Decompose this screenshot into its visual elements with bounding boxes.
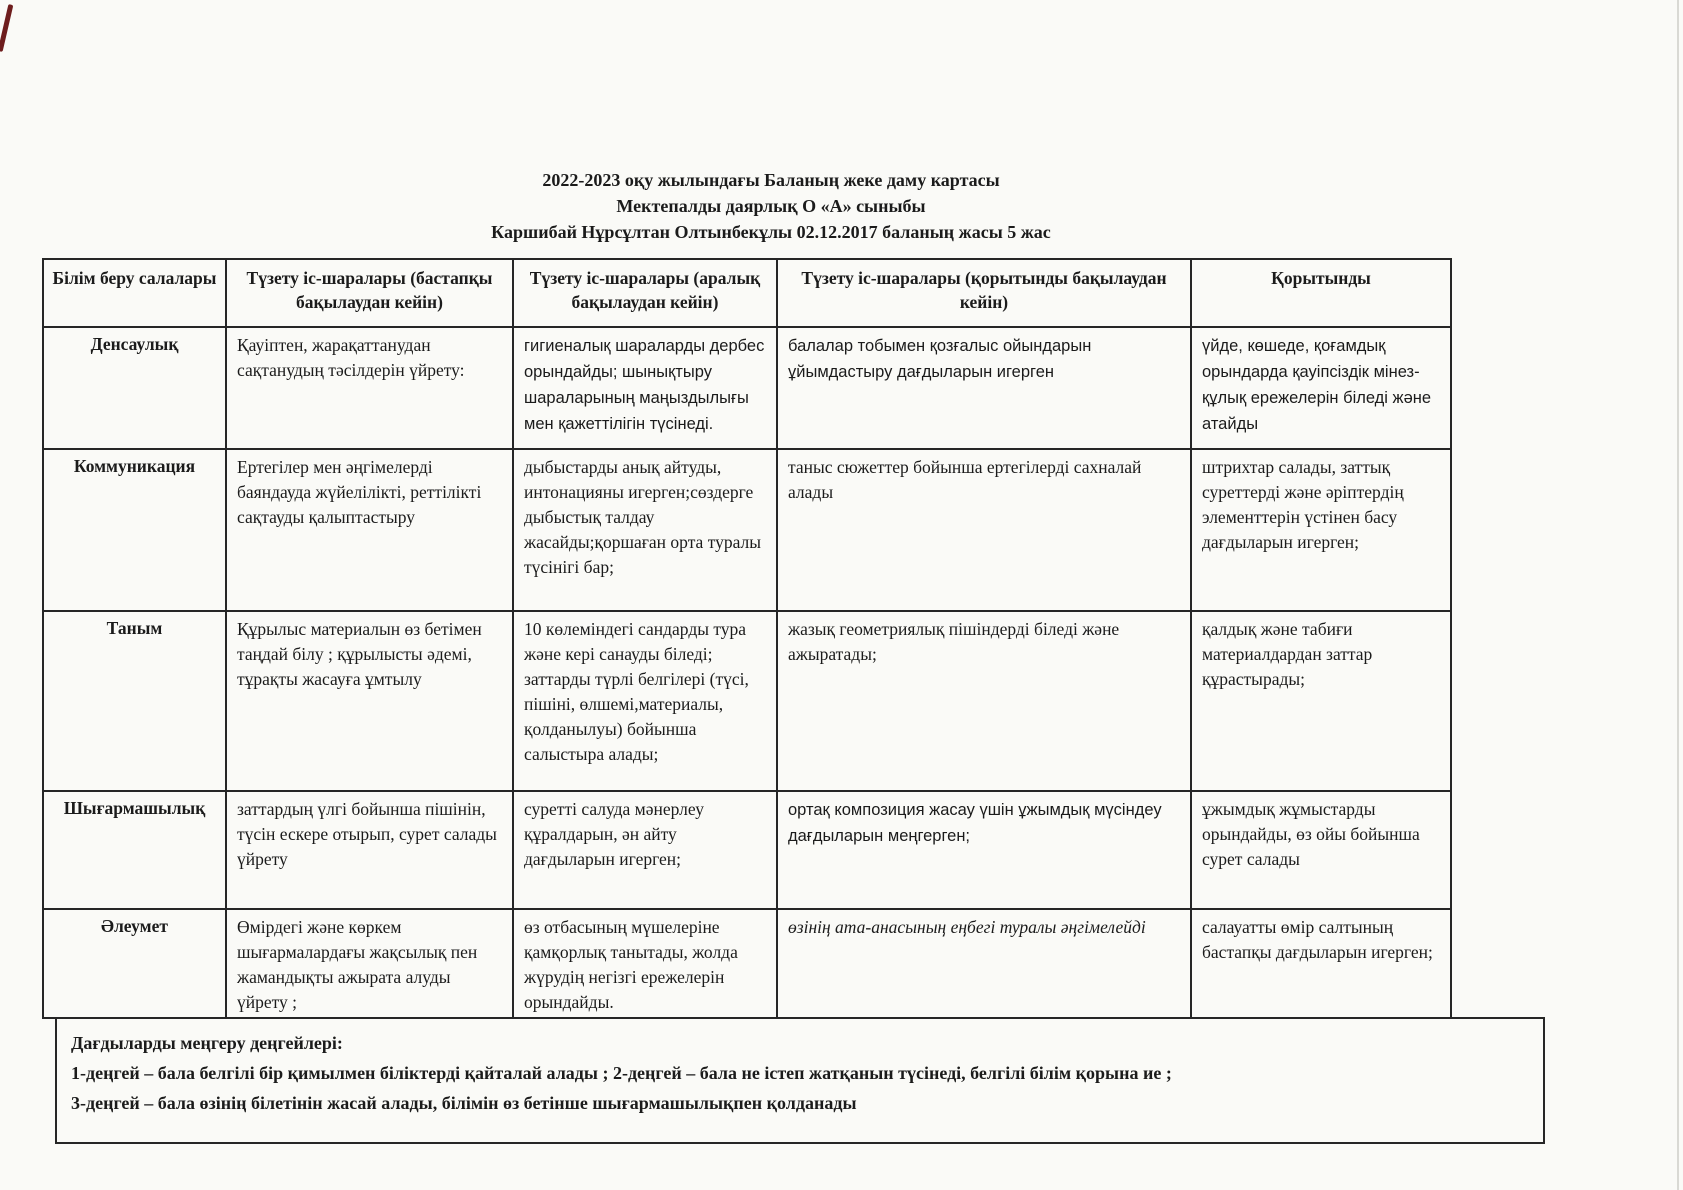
cell-creativity-interim: суретті салуда мәнерлеу құралдарын, ән айту дағдыларын игерген; (513, 791, 777, 909)
cell-creativity-final: ортақ композиция жасау үшін ұжымдық мүсіндеу дағдыларын меңгерген; (777, 791, 1191, 909)
table-row (43, 449, 1451, 611)
row-label-cognition: Таным (43, 611, 226, 791)
development-map-table (42, 258, 1452, 1019)
row-label-health: Денсаулық (43, 327, 226, 449)
table-header-row (43, 259, 1451, 327)
legend-level-1-2: 1-деңгей – бала белгілі бір қимылмен біліктерді қайталай алады ; 2-деңгей – бала не істеп жатқанын түсінеді, белгілі білім қорына ие ; (71, 1063, 1172, 1083)
cell-communication-conclusion: штрихтар салады, заттық суреттерді және әріптердің элементтерін үстінен басу дағдыларын игерген; (1191, 449, 1451, 611)
row-label-social: Әлеумет (43, 909, 226, 1018)
scan-edge-line (1677, 0, 1679, 1190)
cell-communication-interim: дыбыстарды анық айтуды, интонацияны игерген;сөздерге дыбыстық талдау жасайды;қоршаған орта туралы түсінігі бар; (513, 449, 777, 611)
column-header-final-control: Түзету іс-шаралары (қорытынды бақылаудан кейін) (777, 259, 1191, 327)
cell-health-final: балалар тобымен қозғалыс ойындарын ұйымдастыру дағдыларын игерген (777, 327, 1191, 449)
cell-social-interim: өз отбасының мүшелеріне қамқорлық танытады, жолда жүрудің негізгі ережелерін орындайды. (513, 909, 777, 1018)
document-title-block (0, 0, 1542, 245)
cell-cognition-conclusion: қалдық және табиғи материалдардан заттар құрастырады; (1191, 611, 1451, 791)
cell-creativity-initial: заттардың үлгі бойынша пішінін, түсін ескере отырып, сурет салады үйрету (226, 791, 513, 909)
table-row (43, 909, 1451, 1018)
cell-cognition-interim: 10 көлеміндегі сандарды тура және кері санауды біледі; заттарды түрлі белгілері (түсі, пішіні, өлшемі,материалы, қолданылуы) бойынша салыстыра алады; (513, 611, 777, 791)
column-header-conclusion: Қорытынды (1191, 259, 1451, 327)
cell-health-initial: Қауіптен, жарақаттанудан сақтанудың тәсілдерін үйрету: (226, 327, 513, 449)
row-label-creativity: Шығармашылық (43, 791, 226, 909)
cell-social-final: өзінің ата-анасының еңбегі туралы әңгімелейді (777, 909, 1191, 1018)
table-row (43, 611, 1451, 791)
cell-creativity-conclusion: ұжымдық жұмыстарды орындайды, өз ойы бойынша сурет салады (1191, 791, 1451, 909)
skill-levels-legend-box (55, 1017, 1545, 1144)
cell-health-conclusion: үйде, көшеде, қоғамдық орындарда қауіпсіздік мінез-құлық ережелерін біледі және атайды (1191, 327, 1451, 449)
column-header-initial-control: Түзету іс-шаралары (бастапқы бақылаудан кейін) (226, 259, 513, 327)
cell-health-interim: гигиеналық шараларды дербес орындайды; шынықтыру шараларының маңыздылығы мен қажеттілігін түсінеді. (513, 327, 777, 449)
cell-social-initial: Өмірдегі және көркем шығармалардағы жақсылық пен жамандықты ажырата алуды үйрету ; (226, 909, 513, 1018)
cell-communication-final: таныс сюжеттер бойынша ертегілерді сахналай алады (777, 449, 1191, 611)
document-title-line-2: Мектепалды даярлық О «А» сыныбы (616, 196, 926, 216)
table-row (43, 791, 1451, 909)
row-label-communication: Коммуникация (43, 449, 226, 611)
cell-cognition-final: жазық геометриялық пішіндерді біледі және ажыратады; (777, 611, 1191, 791)
legend-heading: Дағдыларды меңгеру деңгейлері: (71, 1033, 343, 1053)
column-header-edu-areas: Білім беру салалары (43, 259, 226, 327)
cell-communication-initial: Ертегілер мен әңгімелерді баяндауда жүйелілікті, реттілікті сақтауды қалыптастыру (226, 449, 513, 611)
document-title-line-3: Каршибай Нұрсұлтан Олтынбекұлы 02.12.2017 баланың жасы 5 жас (491, 222, 1051, 242)
cell-social-conclusion: салауатты өмір салтының бастапқы дағдыларын игерген; (1191, 909, 1451, 1018)
column-header-interim-control: Түзету іс-шаралары (аралық бақылаудан кейін) (513, 259, 777, 327)
legend-level-3: 3-деңгей – бала өзінің білетінін жасай алады, білімін өз бетінше шығармашылықпен қолданады (71, 1093, 857, 1113)
table-row (43, 327, 1451, 449)
document-title-line-1: 2022-2023 оқу жылындағы Баланың жеке даму картасы (542, 170, 1000, 190)
cell-cognition-initial: Құрылыс материалын өз бетімен таңдай білу ; құрылысты әдемі, тұрақты жасауға ұмтылу (226, 611, 513, 791)
